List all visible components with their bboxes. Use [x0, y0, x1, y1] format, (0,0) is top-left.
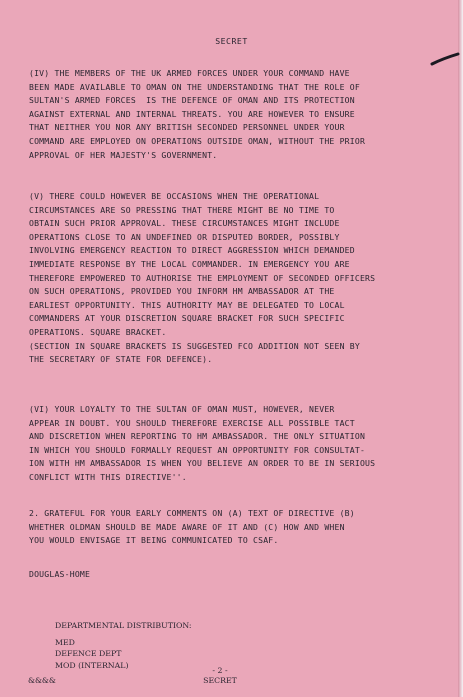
reference-marker: &&&& — [28, 676, 56, 685]
paragraph-2: 2. GRATEFUL FOR YOUR EARLY COMMENTS ON (A) TEXT OF DIRECTIVE (B) WHETHER OLDMAN SHOULD BE MADE AWARE OF IT AND (C) HOW AND WHEN YOU WOULD ENVISAGE IT BEING COMMUNICATED TO CSAF. — [29, 508, 355, 546]
pen-stroke-mark — [430, 52, 460, 66]
distribution-title: DEPARTMENTAL DISTRIBUTION: — [55, 621, 192, 630]
page-number: - 2 - — [212, 666, 228, 675]
distribution-item: MED — [55, 637, 75, 647]
classification-header: SECRET — [215, 36, 248, 46]
page-footer — [190, 666, 250, 686]
paragraph-iv: (IV) THE MEMBERS OF THE UK ARMED FORCES UNDER YOUR COMMAND HAVE BEEN MADE AVAILABLE TO OMAN ON THE UNDERSTANDING THAT THE ROLE OF SULTAN'S ARMED FORCES IS THE DEFENCE OF OMAN AND ITS PROTECTION AGAINST EXTERNAL AND INTERNAL THREATS. YOU ARE HOWEVER TO ENSURE THAT NEITHER YOU NOR ANY BRITISH SECONDED PERSONNEL UNDER YOUR COMMAND ARE EMPLOYED ON OPERATIONS OUTSIDE OMAN, WITHOUT THE PRIOR APPROVAL OF HER MAJESTY'S GOVERNMENT. — [29, 68, 366, 160]
distribution-block — [55, 620, 192, 671]
page-edge-shadow — [458, 0, 463, 697]
paragraph-v: (V) THERE COULD HOWEVER BE OCCASIONS WHEN THE OPERATIONAL CIRCUMSTANCES ARE SO PRESSING THAT THERE MIGHT BE NO TIME TO OBTAIN SUCH PRIOR APPROVAL. THESE CIRCUMSTANCES MIGHT INCLUDE OPERATIONS CLOSE TO AN UNDEFINED OR DISPUTED BORDER, POSSIBLY INVOLVING EMERGENCY REACTION TO DIRECT AGGRESSION WHICH DEMANDED IMMEDIATE RESPONSE BY THE LOCAL COMMANDER. IN EMERGENCY YOU ARE THEREFORE EMPOWERED TO AUTHORISE THE EMPLOYMENT OF SECONDED OFFICERS ON SUCH OPERATIONS, PROVIDED YOU INFORM HM AMBASSADOR AT THE EARLIEST OPPORTUNITY. THIS AUTHORITY MAY BE DELEGATED TO LOCAL COMMANDERS AT YOUR DISCRETION SQUARE BRACKET FOR SUCH SPECIFIC OPERATIONS. SQUARE BRACKET. (SECTION IN SQUARE BRACKETS IS SUGGESTED FCO ADDITION NOT SEEN BY THE SECRETARY OF STATE FOR DEFENCE). — [29, 191, 376, 365]
signoff-name: DOUGLAS-HOME — [29, 569, 91, 579]
distribution-item: MOD (INTERNAL) — [55, 660, 129, 670]
classification-footer: SECRET — [203, 676, 237, 685]
paragraph-vi: (VI) YOUR LOYALTY TO THE SULTAN OF OMAN MUST, HOWEVER, NEVER APPEAR IN DOUBT. YOU SHOULD THEREFORE EXERCISE ALL POSSIBLE TACT AND DISCRETION WHEN REPORTING TO HM AMBASSADOR. THE ONLY SITUATION IN WHICH YOU SHOULD FORMALLY REQUEST AN OPPORTUNITY FOR CONSULTAT- ION WITH HM AMBASSADOR IS WHEN YOU BELIEVE AN ORDER TO BE IN SERIOUS CONFLICT WITH THIS DIRECTIVE''. — [29, 404, 376, 482]
distribution-item: DEFENCE DEPT — [55, 649, 122, 658]
